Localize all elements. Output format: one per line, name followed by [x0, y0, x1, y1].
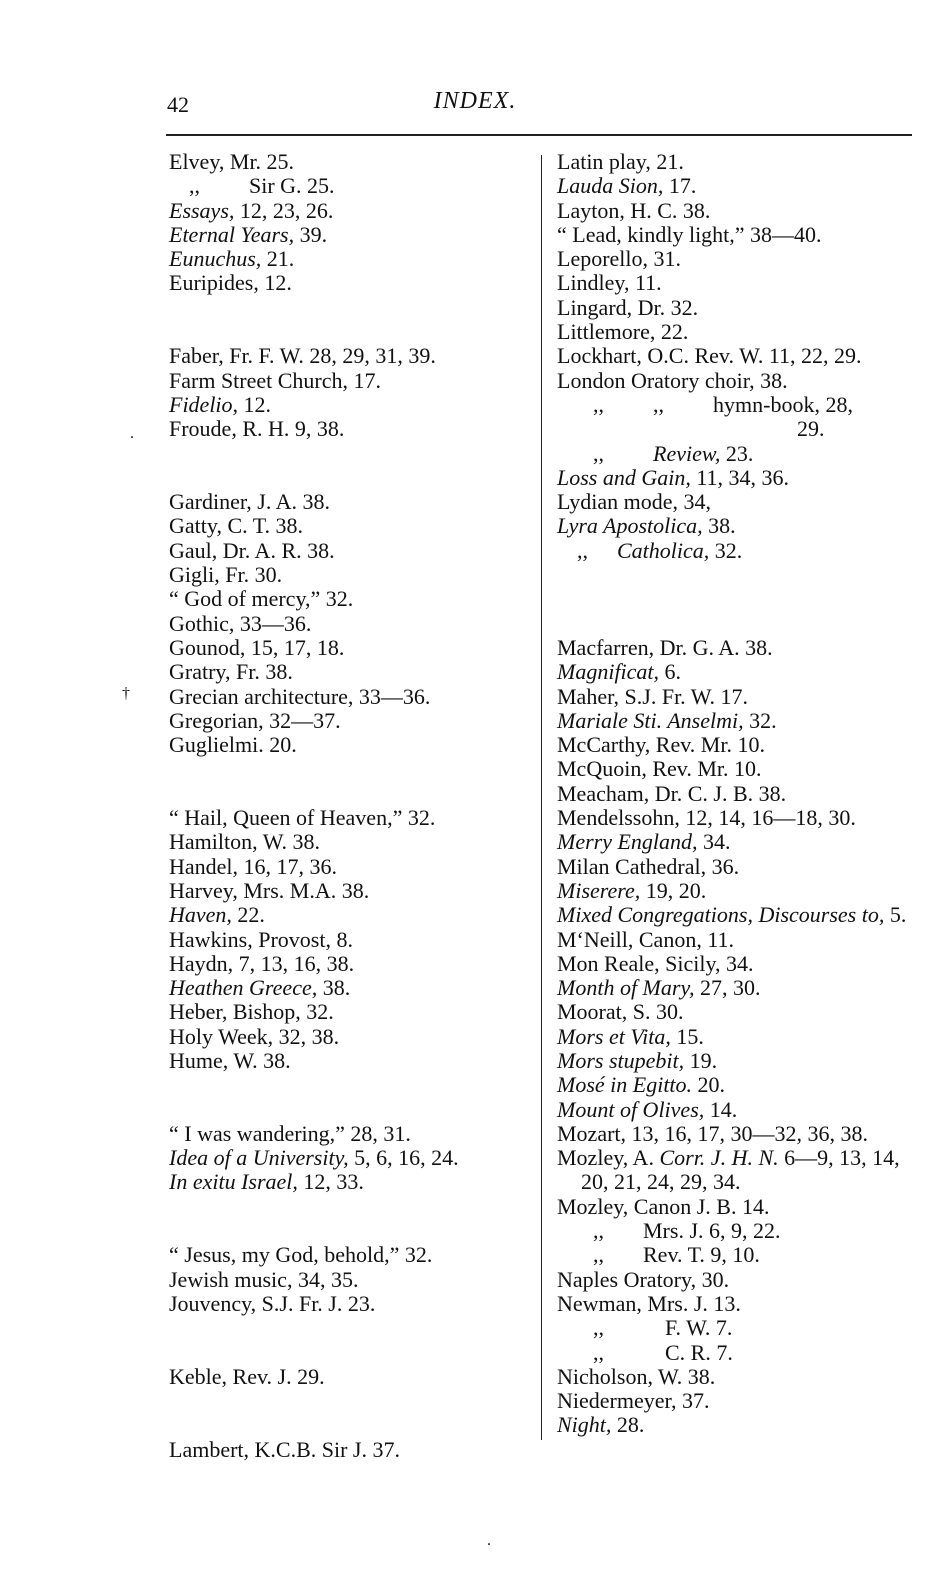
- page-number: 42: [167, 92, 189, 117]
- index-entry: Mon Reale, Sicily, 34.: [557, 950, 754, 976]
- index-entry: Hamilton, W. 38.: [169, 829, 320, 855]
- index-entry: Loss and Gain, 11, 34, 36.: [557, 464, 790, 490]
- index-entry: Mozart, 13, 16, 17, 30—32, 36, 38.: [557, 1120, 869, 1146]
- index-entry: ,, Mrs. J. 6, 9, 22.: [593, 1218, 781, 1244]
- index-entry: Hume, W. 38.: [169, 1047, 291, 1073]
- index-entry: Mozley, A. Corr. J. H. N. 6—9, 13, 14, 20, 21, 24, 29, 34.: [557, 1145, 900, 1195]
- index-entry: ,, F. W. 7.: [593, 1315, 733, 1341]
- index-entry: McCarthy, Rev. Mr. 10.: [557, 732, 765, 758]
- index-entry: Lydian mode, 34,: [557, 489, 711, 515]
- index-entry: Mors et Vita, 15.: [557, 1023, 704, 1049]
- index-entry-continuation: 29.: [797, 416, 825, 442]
- index-entry: ,, Sir G. 25.: [189, 173, 335, 199]
- bottom-dot: .: [487, 1532, 491, 1549]
- index-entry: “ Jesus, my God, behold,” 32.: [169, 1242, 433, 1268]
- index-entry: Mosé in Egitto. 20.: [557, 1072, 726, 1098]
- index-entry: Naples Oratory, 30.: [557, 1266, 730, 1292]
- index-entry: Merry England, 34.: [557, 829, 731, 855]
- index-entry: Gothic, 33—36.: [169, 610, 312, 636]
- column-divider: [541, 155, 542, 1440]
- index-entry: Haven, 22.: [169, 902, 265, 928]
- index-entry: Milan Cathedral, 36.: [557, 853, 740, 879]
- index-entry: Euripides, 12.: [169, 270, 292, 296]
- index-entry: In exitu Israel, 12, 33.: [169, 1169, 364, 1195]
- index-entry: Night, 28.: [557, 1412, 645, 1438]
- index-entry: “ I was wandering,” 28, 31.: [169, 1120, 411, 1146]
- index-entry: Mixed Congregations, Discourses to, 5.: [557, 902, 907, 928]
- index-entry: London Oratory choir, 38.: [557, 367, 788, 393]
- index-entry: Fidelio, 12.: [169, 391, 272, 417]
- index-entry: Idea of a University, 5, 6, 16, 24.: [169, 1145, 459, 1171]
- index-entry: Gregorian, 32—37.: [169, 707, 341, 733]
- index-entry: Gounod, 15, 17, 18.: [169, 634, 345, 660]
- index-entry: Meacham, Dr. C. J. B. 38.: [557, 780, 787, 806]
- index-entry: Lauda Sion, 17.: [557, 173, 697, 199]
- index-entry: Heathen Greece, 38.: [169, 975, 351, 1001]
- index-entry: M‘Neill, Canon, 11.: [557, 926, 734, 952]
- index-entry: Macfarren, Dr. G. A. 38.: [557, 634, 773, 660]
- index-entry: “ God of mercy,” 32.: [169, 586, 354, 612]
- index-entry: ,, Catholica, 32.: [577, 537, 743, 563]
- index-entry: Faber, Fr. F. W. 28, 29, 31, 39.: [169, 343, 436, 369]
- index-entry: Newman, Mrs. J. 13.: [557, 1290, 741, 1316]
- index-entry: Grecian architecture, 33—36.: [169, 683, 431, 709]
- index-entry: Moorat, S. 30.: [557, 999, 684, 1025]
- index-entry: ,, Review, 23.: [593, 440, 754, 466]
- index-entry: Layton, H. C. 38.: [557, 197, 711, 223]
- index-entry: Farm Street Church, 17.: [169, 367, 382, 393]
- index-entry: Eternal Years, 39.: [169, 221, 328, 247]
- index-entry: Mariale Sti. Anselmi, 32.: [557, 707, 777, 733]
- index-entry: “ Lead, kindly light,” 38—40.: [557, 221, 822, 247]
- header-rule: [166, 134, 912, 136]
- index-entry: Haydn, 7, 13, 16, 38.: [169, 950, 355, 976]
- margin-tick: †: [122, 685, 130, 702]
- index-entry: Keble, Rev. J. 29.: [169, 1363, 325, 1389]
- index-entry: Magnificat, 6.: [557, 659, 682, 685]
- index-entry: Mozley, Canon J. B. 14.: [557, 1193, 770, 1219]
- index-entry: Gaul, Dr. A. R. 38.: [169, 537, 335, 563]
- index-entry: Month of Mary, 27, 30.: [557, 975, 761, 1001]
- index-entry: McQuoin, Rev. Mr. 10.: [557, 756, 762, 782]
- index-entry: Harvey, Mrs. M.A. 38.: [169, 877, 370, 903]
- index-entry: Jouvency, S.J. Fr. J. 23.: [169, 1290, 376, 1316]
- index-entry: Miserere, 19, 20.: [557, 877, 707, 903]
- index-entry: Jewish music, 34, 35.: [169, 1266, 359, 1292]
- index-entry: Elvey, Mr. 25.: [169, 149, 295, 174]
- index-entry: “ Hail, Queen of Heaven,” 32.: [169, 805, 436, 831]
- margin-dot: .: [130, 425, 134, 442]
- index-entry: Gardiner, J. A. 38.: [169, 489, 331, 515]
- index-entry: Lingard, Dr. 32.: [557, 294, 699, 320]
- index-entry: Holy Week, 32, 38.: [169, 1023, 340, 1049]
- index-entry: Essays, 12, 23, 26.: [169, 197, 334, 223]
- index-entry: Heber, Bishop, 32.: [169, 999, 334, 1025]
- index-entry: Lyra Apostolica, 38.: [557, 513, 736, 539]
- index-entry: ,, C. R. 7.: [593, 1339, 733, 1365]
- index-entry: Niedermeyer, 37.: [557, 1388, 710, 1414]
- index-entry: Mors stupebit, 19.: [557, 1047, 718, 1073]
- index-entry: Guglielmi. 20.: [169, 732, 297, 758]
- index-entry: Handel, 16, 17, 36.: [169, 853, 338, 879]
- running-head: INDEX.: [433, 88, 517, 114]
- index-entry: Nicholson, W. 38.: [557, 1363, 716, 1389]
- index-entry: Froude, R. H. 9, 38.: [169, 416, 345, 442]
- index-column-left: [169, 150, 534, 1462]
- index-entry: Littlemore, 22.: [557, 319, 689, 345]
- index-entry: Hawkins, Provost, 8.: [169, 926, 353, 952]
- index-entry: ,, Rev. T. 9, 10.: [593, 1242, 760, 1268]
- index-entry: Lindley, 11.: [557, 270, 662, 296]
- index-entry: Lambert, K.C.B. Sir J. 37.: [169, 1436, 400, 1462]
- index-entry: Lockhart, O.C. Rev. W. 11, 22, 29.: [557, 343, 862, 369]
- index-entry: Maher, S.J. Fr. W. 17.: [557, 683, 749, 709]
- index-entry: Mendelssohn, 12, 14, 16—18, 30.: [557, 805, 856, 831]
- index-entry: ,, ,, hymn-book, 28,: [593, 391, 853, 417]
- index-entry: Leporello, 31.: [557, 246, 682, 272]
- index-entry: Gigli, Fr. 30.: [169, 562, 283, 588]
- index-entry: Gatty, C. T. 38.: [169, 513, 304, 539]
- index-entry: Mount of Olives, 14.: [557, 1096, 738, 1122]
- index-entry: Eunuchus, 21.: [169, 246, 295, 272]
- index-entry: Gratry, Fr. 38.: [169, 659, 293, 685]
- index-column-right: [557, 150, 922, 1438]
- index-entry: Latin play, 21.: [557, 149, 684, 174]
